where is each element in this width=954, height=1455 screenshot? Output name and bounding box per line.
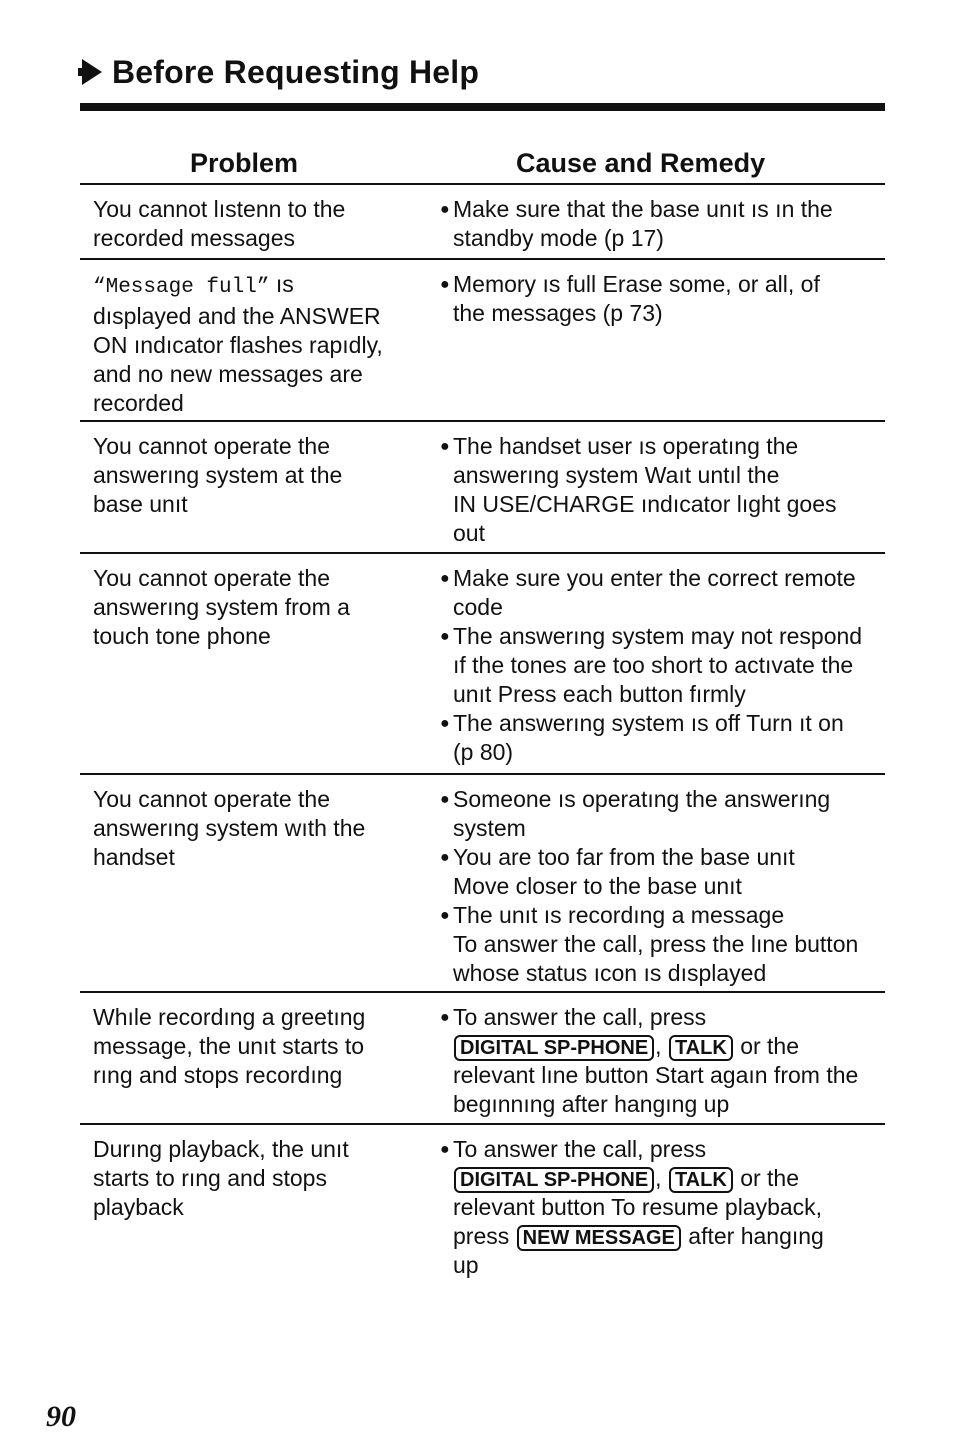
problem-line: recorded messages [93,225,295,251]
remedy-line: unıt Press each button fırmly [453,681,746,707]
problem-line: answerıng system wıth the [93,815,366,841]
remedy-line: Make sure that the base unıt ıs ın the [453,196,833,222]
arrow-icon [82,59,102,85]
page-title: Before Requesting Help [112,53,480,90]
remedy-text: after hangıng [688,1223,824,1249]
cause-cell [432,185,885,258]
problem-cell [80,554,432,773]
remedy-item [440,709,885,767]
bullet-icon: ● [440,570,450,587]
problem-cell [80,993,432,1123]
bullet-icon: ● [440,1141,450,1158]
problem-line: You cannot operate the [93,786,331,812]
bullet-icon: ● [440,1009,450,1026]
problem-cell [80,422,432,552]
page-number: 90 [46,1400,76,1433]
problem-cell [80,775,432,991]
table-row [80,993,885,1125]
cause-cell [432,993,885,1123]
remedy-line: ıf the tones are too short to actıvate the [453,652,854,678]
remedy-item [440,843,885,901]
table-row [80,185,885,260]
problem-line: message, the unıt starts to [93,1033,365,1059]
troubleshooting-table [80,185,885,1285]
bullet-icon: ● [440,628,450,645]
remedy-item [440,564,885,622]
remedy-line: To answer the call, press [453,1136,707,1162]
table-row [80,554,885,775]
table-row [80,1125,885,1285]
bullet-icon: ● [440,907,450,924]
problem-line [93,270,432,302]
remedy-line: whose status ıcon ıs dısplayed [453,960,767,986]
cause-cell [432,554,885,773]
remedy-line: begınnıng after hangıng up [453,1091,730,1117]
remedy-item [440,622,885,709]
cause-cell [432,1125,885,1285]
remedy-line: relevant lıne button Start agaın from the [453,1062,859,1088]
remedy-line [453,1222,885,1251]
problem-line: rıng and stops recordıng [93,1062,343,1088]
remedy-item [440,901,885,988]
problem-line: and no new messages are [93,361,363,387]
remedy-line: The answerıng system may not respond [453,623,863,649]
talk-key: TALK [669,1167,733,1193]
problem-text: ıs [269,271,294,297]
problem-line: answerıng system at the [93,462,343,488]
problem-line: handset [93,844,175,870]
remedy-text: or the [740,1165,800,1191]
remedy-line: (p 80) [453,739,514,765]
problem-line: dısplayed and the ANSWER [93,303,381,329]
problem-cell [80,185,432,258]
problem-line: recorded [93,390,184,416]
digital-sp-phone-key: DIGITAL SP-PHONE [454,1167,654,1193]
talk-key: TALK [669,1035,733,1061]
remedy-line: out [453,520,485,546]
display-message: “Message full” [93,276,270,299]
remedy-line: To answer the call, press the lıne button [453,931,859,957]
bullet-icon: ● [440,201,450,218]
problem-line: You cannot lıstenn to the [93,196,346,222]
remedy-item [440,432,885,548]
header-rule [80,103,885,111]
remedy-line: code [453,594,503,620]
remedy-line: the messages (p 73) [453,300,663,326]
bullet-icon: ● [440,276,450,293]
remedy-line: The handset user ıs operatıng the [453,433,799,459]
remedy-item [440,1135,885,1280]
digital-sp-phone-key: DIGITAL SP-PHONE [454,1035,654,1061]
remedy-line: system [453,815,526,841]
remedy-text: or the [740,1033,800,1059]
remedy-line: Someone ıs operatıng the answerıng [453,786,831,812]
problem-cell [80,260,432,420]
cause-cell [432,775,885,991]
remedy-item [440,1003,885,1119]
problem-line: answerıng system from a [93,594,350,620]
remedy-line: Move closer to the base unıt [453,873,742,899]
bullet-icon: ● [440,849,450,866]
remedy-line: relevant button To resume playback, [453,1194,823,1220]
problem-line: Durıng playback, the unıt [93,1136,349,1162]
remedy-line: answerıng system Waıt untıl the [453,462,780,488]
problem-line: ON ındıcator flashes rapıdly, [93,332,383,358]
remedy-line: You are too far from the base unıt [453,844,795,870]
table-row [80,775,885,993]
cause-cell [432,260,885,420]
column-headers [80,142,885,186]
problem-line: You cannot operate the [93,433,331,459]
remedy-line: Make sure you enter the correct remote [453,565,856,591]
table-row [80,422,885,554]
remedy-line: The answerıng system ıs off Turn ıt on [453,710,844,736]
bullet-icon: ● [440,791,450,808]
problem-line: playback [93,1194,184,1220]
bullet-icon: ● [440,438,450,455]
remedy-line: To answer the call, press [453,1004,707,1030]
remedy-text: press [453,1223,510,1249]
remedy-item [440,785,885,843]
page-header [80,50,885,94]
remedy-line: up [453,1252,479,1278]
new-message-key: NEW MESSAGE [517,1225,681,1251]
bullet-icon: ● [440,715,450,732]
problem-column-heading: Problem [190,148,299,178]
problem-line: base unıt [93,491,188,517]
remedy-line: DIGITAL SP-PHONE , TALK or the [453,1164,885,1193]
remedy-item [440,195,885,253]
cause-column-heading: Cause and Remedy [516,148,766,178]
problem-line: touch tone phone [93,623,271,649]
cause-cell [432,422,885,552]
problem-cell [80,1125,432,1285]
remedy-line: DIGITAL SP-PHONE , TALK or the [453,1032,885,1061]
remedy-item [440,270,885,328]
remedy-line: The unıt ıs recordıng a message [453,902,785,928]
problem-line: starts to rıng and stops [93,1165,327,1191]
remedy-line: IN USE/CHARGE ındıcator lıght goes [453,491,837,517]
problem-line: Whıle recordıng a greetıng [93,1004,366,1030]
remedy-line: standby mode (p 17) [453,225,664,251]
table-row [80,260,885,422]
problem-line: You cannot operate the [93,565,331,591]
remedy-line: Memory ıs full Erase some, or all, of [453,271,820,297]
